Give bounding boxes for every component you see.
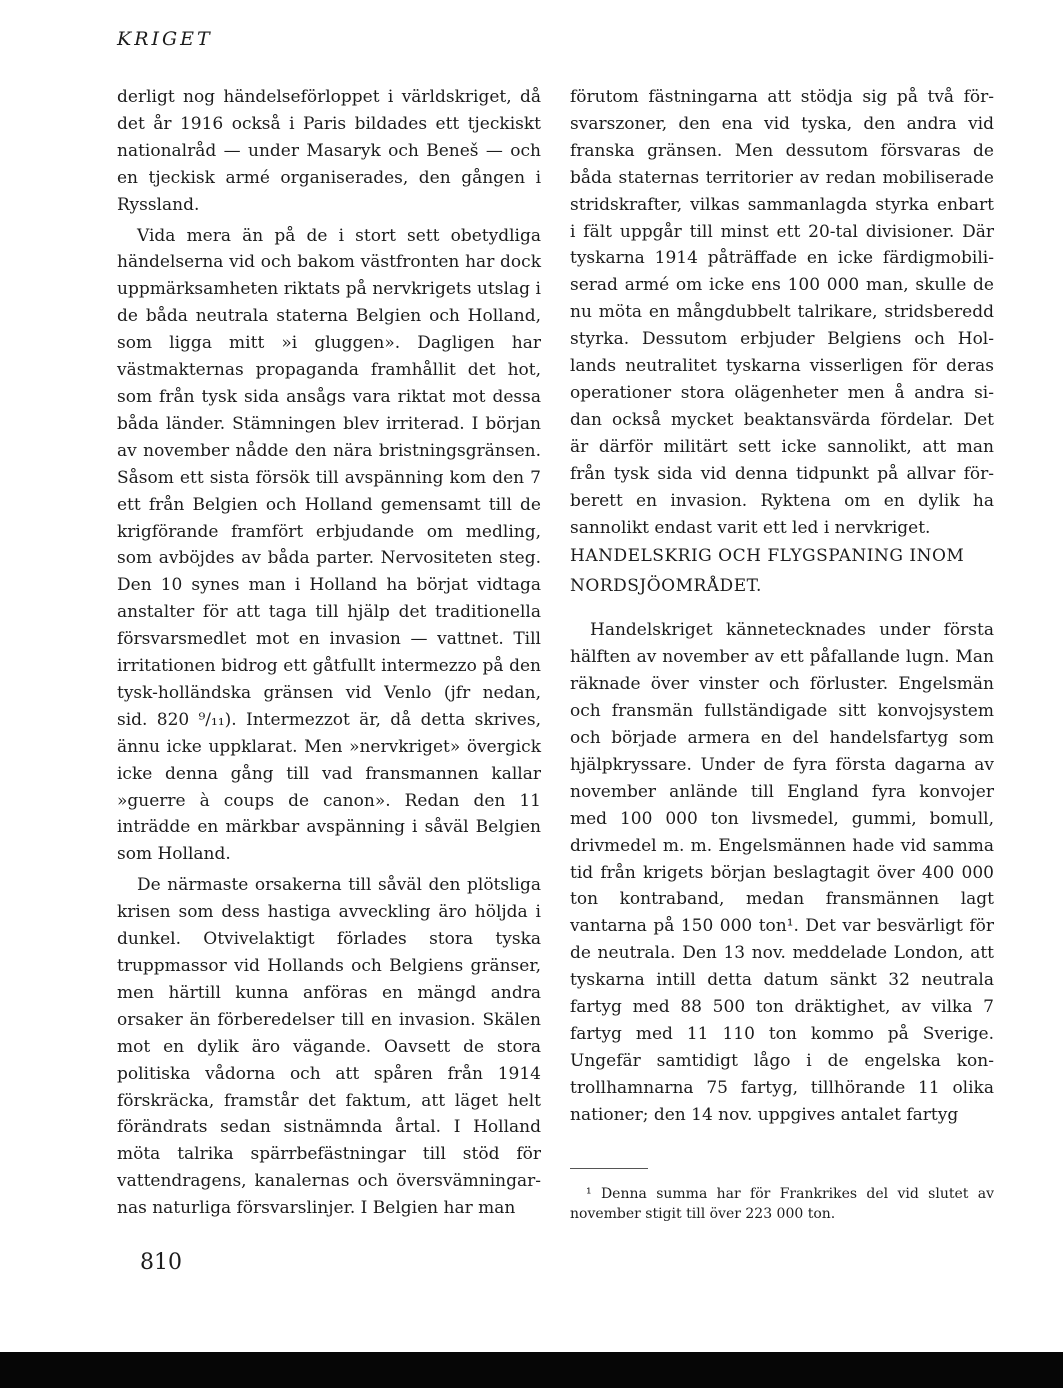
section-heading: HANDELSKRIG OCH FLYGSPANING INOM NORDSJÖOMRÅDET.: [570, 546, 965, 597]
footnote: ¹ Denna summa har för Frankrikes del vid slutet av november stigit till över 223 000 ton.: [570, 1186, 994, 1222]
paragraph: derligt nog händelseförloppet i världskriget, då det år 1916 också i Paris bildades ett tjeckiskt nationalråd — under Masaryk och Beneš — och en tjeckisk armé organiserades, den gången i Ryssland.: [117, 87, 541, 215]
paragraph: Handelskriget kännetecknades under första hälften av november av ett påfallande lugn. Man räknade över vinster och förluster. Engelsmän och fransmän fullständigade sitt konvojsystem och började armera en del handelsfartyg som hjälpkryssare. Under de fyra första dagarna av november anlände till England fyra konvojer med 100 000 ton livsmedel, gummi, bomull, drivmedel m. m. Engelsmännen hade vid samma tid från krigets början beslagtagit över 400 000 ton kontraband, medan fransmännen lagt vantarna på 150 000 ton¹. Det var besvärligt för de neutrala. Den 13 nov. meddelade London, att tyskarna intill detta datum sänkt 32 neutrala fartyg med 88 500 ton dräktighet, av vilka 7 fartyg med 11 110 ton kommo på Sverige. Ungefär samtidigt lågo i de engelska kontrollhamnarna 75 fartyg, tillhörande 11 olika nationer; den 14 nov. uppgives antalet fartyg: [570, 620, 994, 1125]
paragraph: Vida mera än på de i stort sett obetydliga händelserna vid och bakom västfronten har dock uppmärksamheten riktats på nervkrigets utslag i de båda neutrala staterna Belgien och Holland, som ligga mitt »i gluggen». Dagligen har västmakternas propaganda framhållit det hot, som från tysk sida ansågs vara riktat mot dessa båda länder. Stämningen blev irriterad. I början av november nådde den nära bristningsgränsen. Såsom ett sista försök till avspänning kom den 7 ett från Belgien och Holland gemensamt till de krigförande framfört erbjudande om medling, som avböjdes av båda parter. Nervositeten steg. Den 10 synes man i Holland ha börjat vidtaga anstalter för att taga till hjälp det traditionella försvarsmedlet mot en invasion — vattnet. Till irritationen bidrog ett gåtfullt intermezzo på den tysk-holländska gränsen vid Venlo (jfr nedan, sid. 820 ⁹/₁₁). Intermezzot är, då detta skrives, ännu icke uppklarat. Men »nervkriget» övergick icke denna gång till vad fransmannen kallar »guerre à coups de canon». Redan den 11 inträdde en märkbar avspänning i såväl Belgien som Holland.: [117, 225, 541, 865]
right-column: [570, 84, 994, 1129]
footnote-rule: [570, 1168, 648, 1169]
left-column: [117, 84, 541, 1222]
paragraph: förutom fästningarna att stödja sig på två försvarszoner, den ena vid tyska, den andra vid franska gränsen. Men dessutom försvaras de båda staternas territorier av redan mobiliserade stridskrafter, vilkas sammanlagda styrka enbart i fält uppgår till minst ett 20-tal divisioner. Där tyskarna 1914 påträffade en icke färdigmobiliserad armé om icke ens 100 000 man, skulle de nu möta en mångdubbelt talrikare, stridsberedd styrka. Dessutom erbjuder Belgiens och Hollands neutralitet tyskarna visserligen för deras operationer stora olägenheter men å andra sidan också mycket beaktansvärda fördelar. Det är därför militärt sett icke sannolikt, att man från tysk sida vid denna tidpunkt på allvar förberett en invasion. Ryktena om en dylik ha sannolikt endast varit ett led i nervkriget.: [570, 87, 994, 538]
paragraph: De närmaste orsakerna till såväl den plötsliga krisen som dess hastiga avveckling äro höljda i dunkel. Otvivelaktigt förlades stora tyska truppmassor vid Hollands och Belgiens gränser, men härtill kunna anföras en mängd andra orsaker än förberedelser till en invasion. Skälen mot en dylik äro vägande. Oavsett de stora politiska vådorna och att spåren från 1914 förskräcka, framstår det faktum, att läget helt förändrats sedan sistnämnda årtal. I Holland möta talrika spärrbefästningar till stöd för vattendragens, kanalernas och översvämningarnas naturliga försvarslinjer. I Belgien har man: [117, 875, 541, 1219]
running-head: KRIGET: [117, 28, 213, 50]
scan-border: [0, 1352, 1063, 1388]
page-number: 810: [140, 1250, 182, 1275]
